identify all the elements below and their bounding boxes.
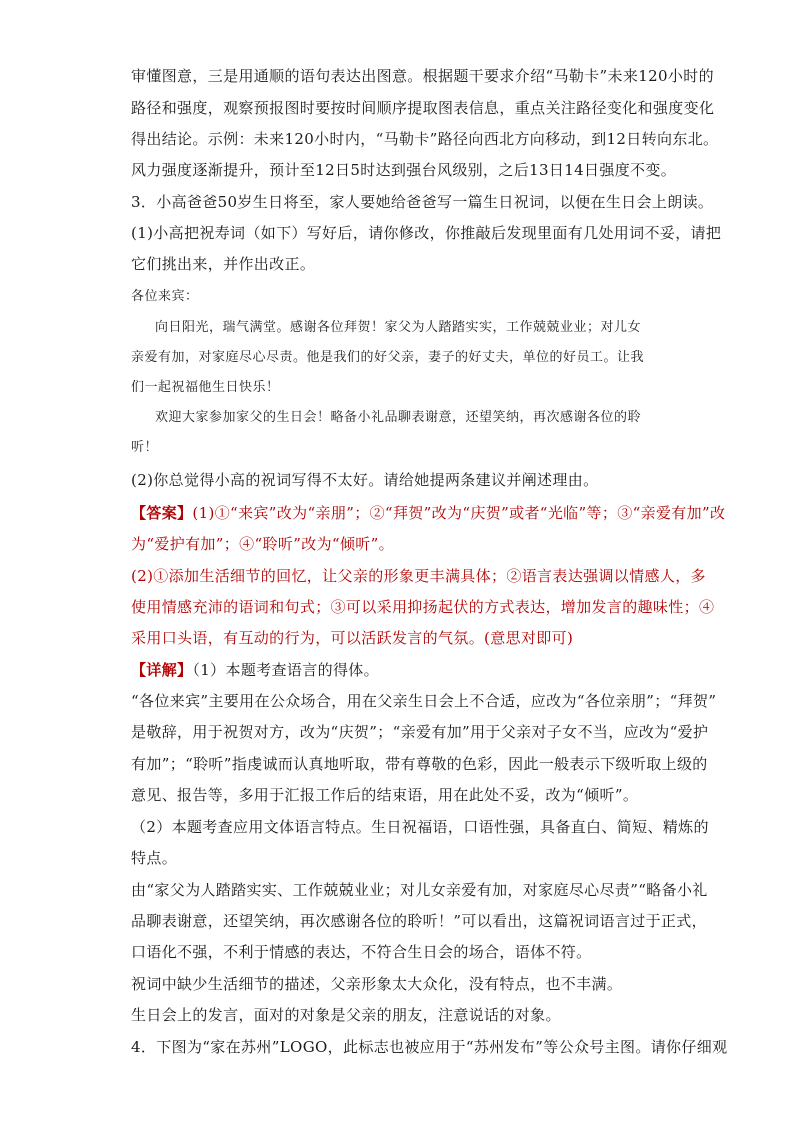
- detail-tag: 【详解】: [131, 661, 193, 679]
- detail-line: 口语化不强，不利于情感的表达，不符合生日会的场合，语体不符。: [131, 943, 592, 961]
- question-3-line: 它们挑出来，并作出改正。: [131, 255, 316, 273]
- speech-line: 向日阳光，瑞气满堂。感谢各位拜贺！家父为人踏踏实实，工作兢兢业业；对儿女: [155, 320, 642, 335]
- detail-line: 有加”；“聆听”指虔诚而认真地听取，带有尊敬的色彩，因此一般表示下级听取上级的: [131, 755, 708, 773]
- paragraph-line: 审懂图意，三是用通顺的语句表达出图意。根据题干要求介绍“马勒卡”未来120小时的: [131, 67, 714, 85]
- question-3-line: (1)小高把祝寿词（如下）写好后，请你修改，你推敲后发现里面有几处用词不妥，请把: [131, 224, 722, 242]
- detail-line: 祝词中缺少生活细节的描述，父亲形象太大众化，没有特点，也不丰满。: [131, 975, 623, 993]
- question-3-line: 3．小高爸爸50岁生日将至，家人要她给爸爸写一篇生日祝词，以便在生日会上朗读。: [131, 193, 714, 211]
- answer-text: (1)①“来宾”改为“亲朋”；②“拜贺”改为“庆贺”或者“光临”等；③“亲爱有加”改: [192, 504, 726, 522]
- question-4-line: 4．下图为“家在苏州”LOGO，此标志也被应用于“苏州发布”等公众号主图。请你仔细观: [131, 1038, 728, 1056]
- answer-tag: 【答案】: [131, 504, 193, 522]
- detail-line: 由“家父为人踏踏实实、工作兢兢业业；对儿女亲爱有加，对家庭尽心尽责”“略备小礼: [131, 881, 708, 899]
- speech-line: 欢迎大家参加家父的生日会！略备小礼品聊表谢意，还望笑纳，再次感谢各位的聆: [155, 410, 642, 425]
- paragraph-line: 风力强度逐渐提升，预计至12日5时达到强台风级别，之后13日14日强度不变。: [131, 161, 677, 179]
- speech-line: 们一起祝福他生日快乐！: [131, 380, 280, 395]
- detail-line: 品聊表谢意，还望笑纳，再次感谢各位的聆听！”可以看出，这篇祝词语言过于正式，: [131, 912, 707, 930]
- question-3-part-2: (2)你总觉得小高的祝词写得不太好。请给她提两条建议并阐述理由。: [131, 471, 599, 489]
- answer-line: 采用口头语，有互动的行为，可以活跃发言的气氛。(意思对即可): [131, 629, 574, 647]
- answer-line: [131, 503, 725, 523]
- detail-line: “各位来宾”主要用在公众场合，用在父亲生日会上不合适，应改为“各位亲朋”；“拜贺”: [131, 692, 717, 710]
- detail-line: 是敬辞，用于祝贺对方，改为“庆贺”；“亲爱有加”用于父亲对子女不当，应改为“爱护: [131, 723, 709, 741]
- speech-salutation: 各位来宾：: [131, 289, 199, 304]
- detail-line: 特点。: [131, 849, 178, 867]
- answer-line: (2)①添加生活细节的回忆，让父亲的形象更丰满具体；②语言表达强调以情感人，多: [131, 567, 706, 585]
- detail-line: [131, 660, 379, 680]
- detail-line: 生日会上的发言，面对的对象是父亲的朋友，注意说话的对象。: [131, 1006, 561, 1024]
- answer-line: 使用情感充沛的语词和句式；③可以采用抑扬起伏的方式表达，增加发言的趣味性；④: [131, 598, 715, 616]
- speech-line: 听！: [131, 440, 159, 455]
- speech-line: 亲爱有加，对家庭尽心尽责。他是我们的好父亲，妻子的好丈夫，单位的好员工。让我: [131, 350, 645, 365]
- text-column: [131, 0, 728, 1123]
- detail-line: （2）本题考查应用文体语言特点。生日祝福语，口语性强，具备直白、简短、精炼的: [131, 818, 709, 836]
- detail-line: 意见、报告等，多用于汇报工作后的结束语，用在此处不妥，改为“倾听”。: [131, 786, 639, 804]
- paragraph-line: 得出结论。示例：未来120小时内，“马勒卡”路径向西北方向移动，到12日转向东北。: [131, 130, 719, 148]
- paragraph-line: 路径和强度，观察预报图时要按时间顺序提取图表信息，重点关注路径变化和强度变化: [131, 99, 715, 117]
- answer-line: 为“爱护有加”；④“聆听”改为“倾听”。: [131, 535, 395, 553]
- detail-text: （1）本题考查语言的得体。: [192, 661, 380, 679]
